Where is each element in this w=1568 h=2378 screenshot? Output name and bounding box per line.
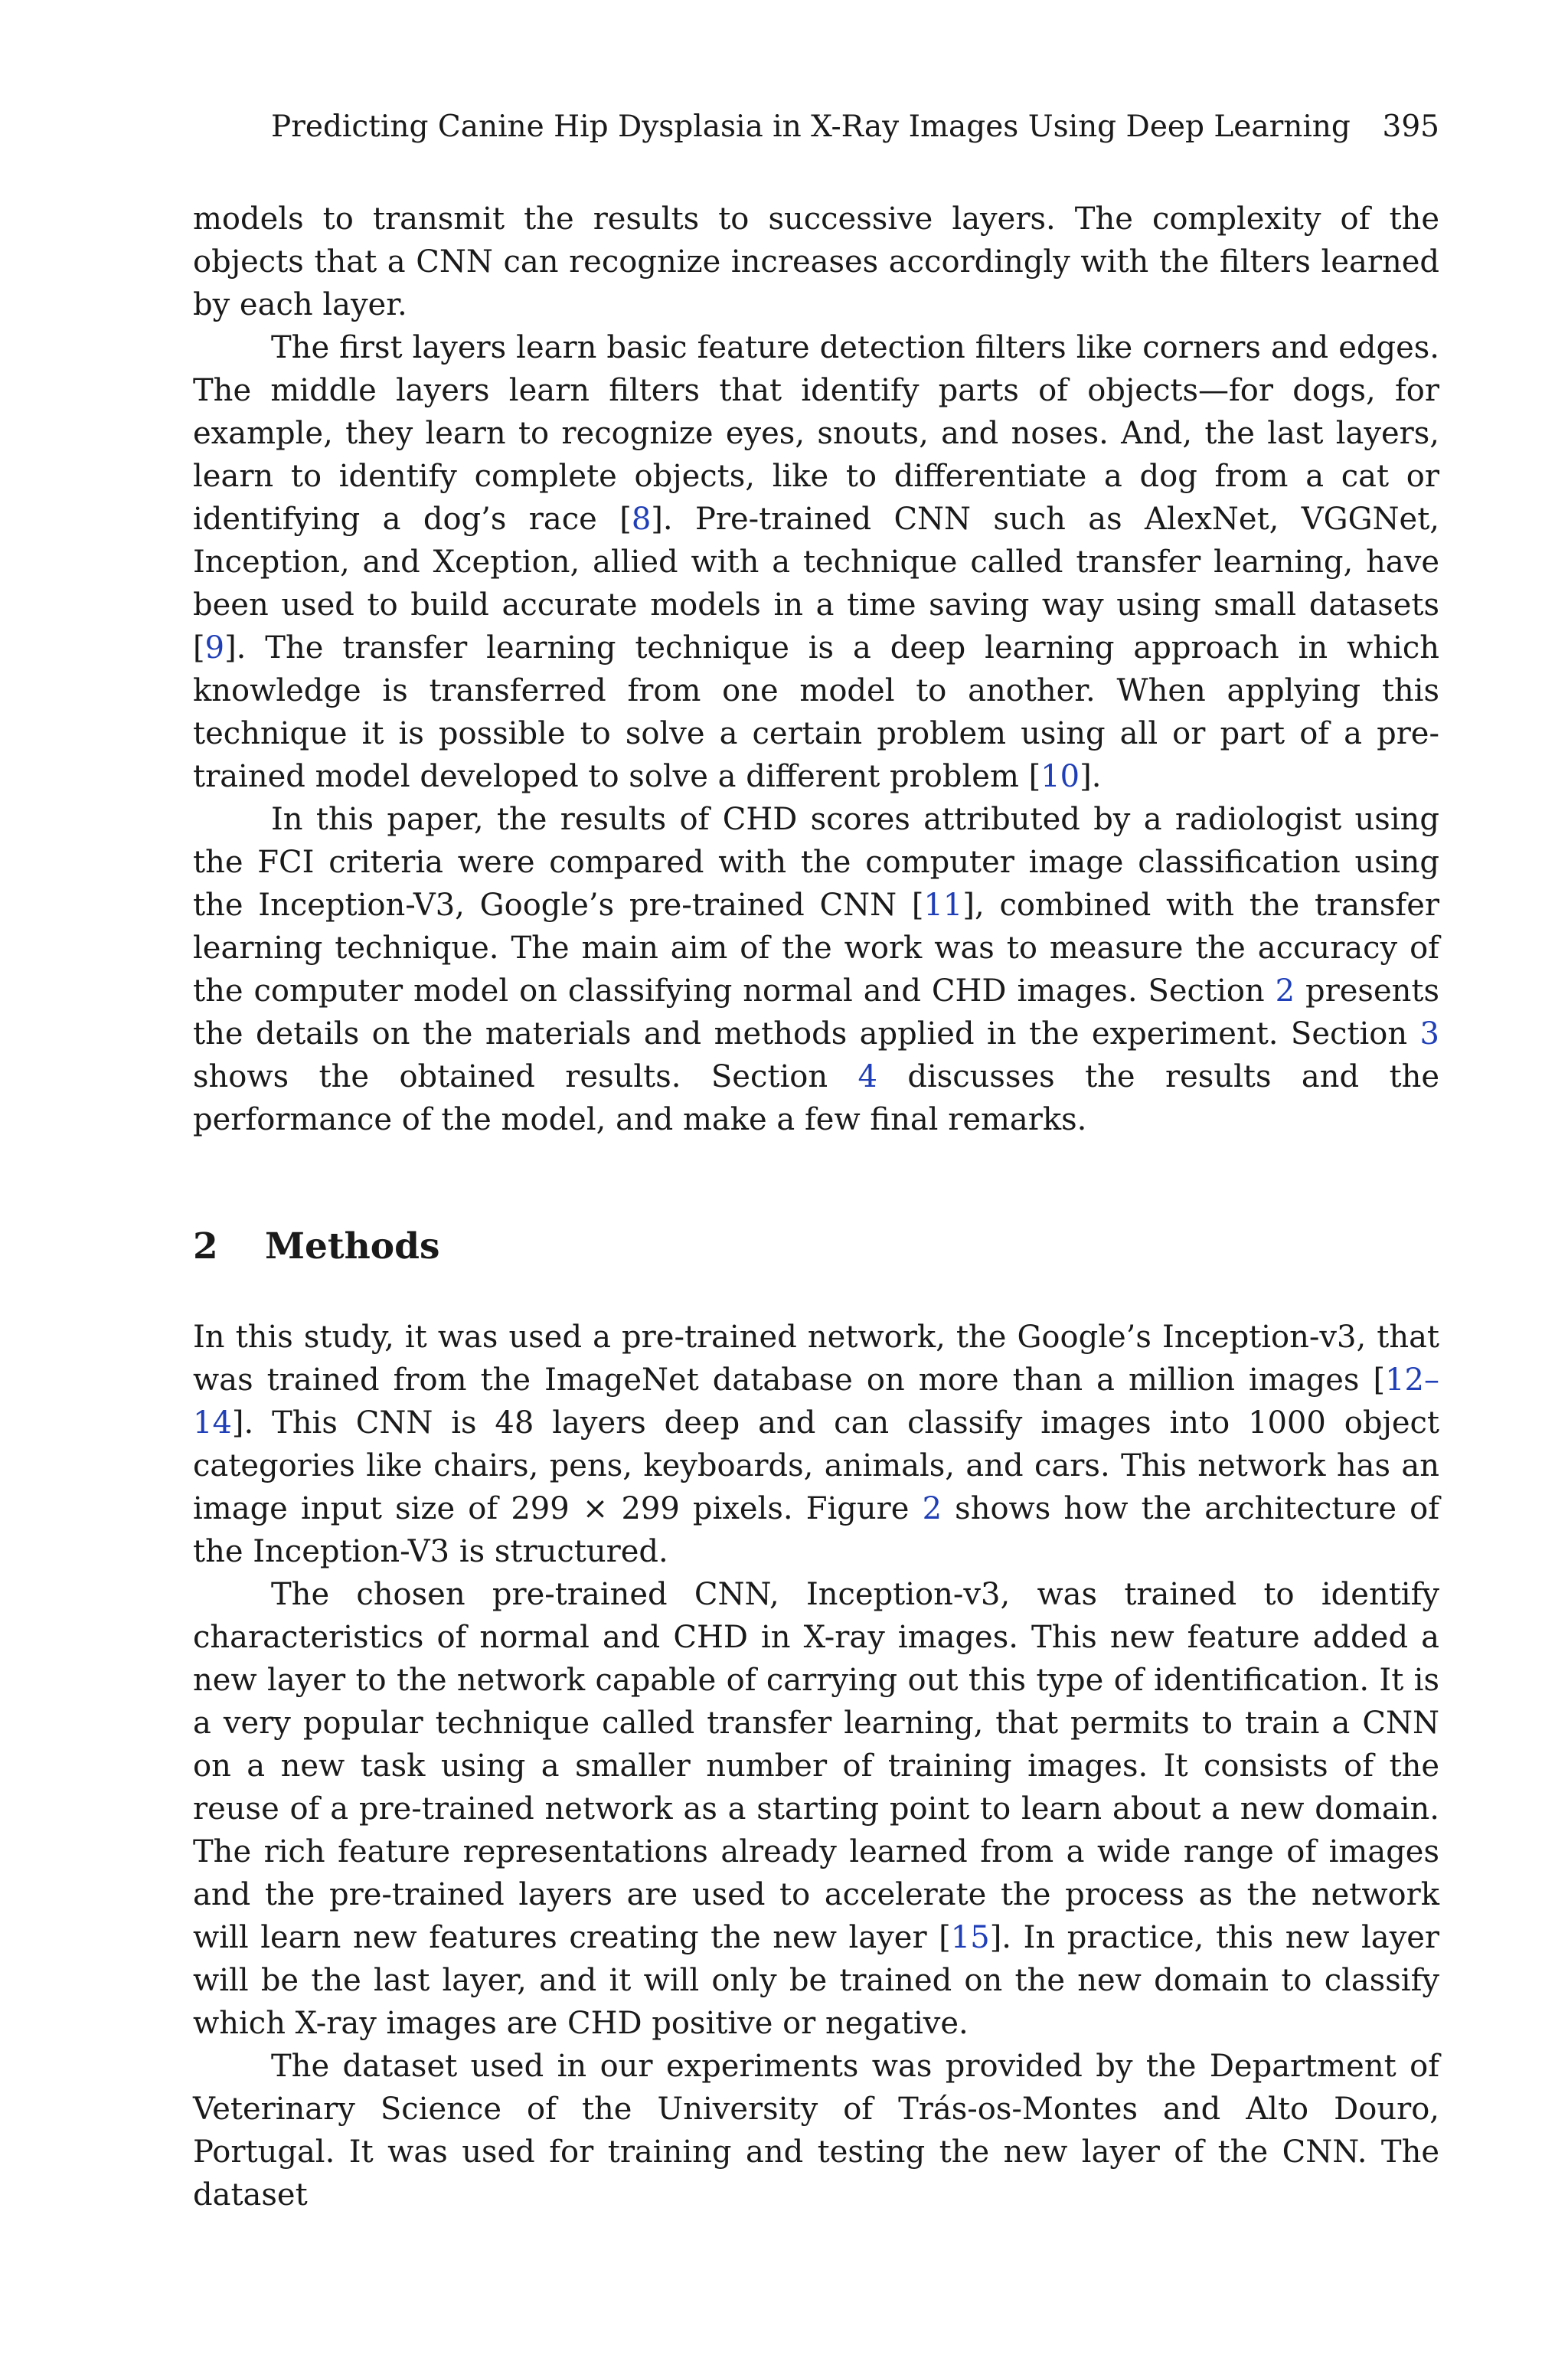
reference-link[interactable]: 2 xyxy=(1275,973,1295,1009)
section-number: 2 xyxy=(193,1225,218,1268)
paragraph-text: discusses the results and the performance of the model, and make a few final remarks. xyxy=(193,1059,1439,1137)
reference-link[interactable]: 2 xyxy=(922,1491,942,1526)
paragraph-text: models to transmit the results to successive layers. The complexity of the objects that a CNN can recognize increases accordingly with the filters learned by each layer. xyxy=(193,201,1439,322)
paragraph-text: shows how the architecture of the Inception-V3 is structured. xyxy=(193,1491,1440,1569)
paragraph-text: presents the details on the materials and methods applied in the experiment. Section xyxy=(193,973,1439,1052)
paragraph-text: shows the obtained results. Section xyxy=(193,1059,858,1094)
paragraph-text: ]. In practice, this new layer will be the last layer, and it will only be trained on the new domain to classify which X-ray images are CHD positive or negative. xyxy=(193,1920,1440,2041)
intro-paragraphs xyxy=(193,198,1439,1141)
paragraph-text: The dataset used in our experiments was provided by the Department of Veterinary Science of the University of Trás-os-Montes and Alto Douro, Portugal. It was used for training and testing the new layer of the CNN. The dataset xyxy=(193,2049,1439,2213)
paragraph-text: ], combined with the transfer learning technique. The main aim of the work was to measure the accuracy of the computer model on classifying normal and CHD images. Section xyxy=(193,888,1439,1009)
paragraph xyxy=(193,198,1439,326)
paragraph-text: In this study, it was used a pre-trained network, the Google’s Inception-v3, that was trained from the ImageNet database on more than a million images [ xyxy=(193,1320,1439,1398)
page-number: 395 xyxy=(1382,110,1439,144)
reference-link[interactable]: 8 xyxy=(631,502,652,537)
paragraph xyxy=(193,326,1439,798)
reference-link[interactable]: 11 xyxy=(923,888,963,923)
paragraph xyxy=(193,2045,1439,2216)
paragraph-text: ]. This CNN is 48 layers deep and can classify images into 1000 object categories like chairs, pens, keyboards, animals, and cars. This network has an image input size of 299 × 299 pixels. Figure xyxy=(193,1405,1439,1526)
reference-link[interactable]: 9 xyxy=(204,630,225,666)
page-body xyxy=(193,198,1439,2216)
running-header xyxy=(271,104,1439,150)
section-paragraphs xyxy=(193,1316,1439,2216)
section-title: Methods xyxy=(265,1225,440,1268)
paragraph xyxy=(193,1573,1439,2045)
paragraph-text: The first layers learn basic feature detection filters like corners and edges. The middle layers learn filters that identify parts of objects—for dogs, for example, they learn to recognize eyes, snouts, and noses. And, the last layers, learn to identify complete objects, like to differentiate a dog from a cat or identifying a dog’s race [ xyxy=(193,330,1439,537)
paragraph xyxy=(193,798,1439,1141)
reference-link[interactable]: 3 xyxy=(1419,1016,1439,1052)
paragraph-text: ]. The transfer learning technique is a deep learning approach in which knowledge is transferred from one model to another. When applying this technique it is possible to solve a certain problem using all or part of a pre-trained model developed to solve a different problem [ xyxy=(193,630,1439,794)
reference-link[interactable]: 10 xyxy=(1040,759,1080,794)
section-heading xyxy=(193,1224,1439,1270)
paragraph xyxy=(193,1316,1439,1573)
running-title: Predicting Canine Hip Dysplasia in X-Ray Images Using Deep Learning xyxy=(271,110,1351,144)
reference-link[interactable]: 4 xyxy=(858,1059,877,1094)
paragraph-text: ]. xyxy=(1080,759,1102,794)
paragraph-text: In this paper, the results of CHD scores attributed by a radiologist using the FCI criteria were compared with the computer image classification using the Inception-V3, Google’s pre-trained CNN [ xyxy=(193,802,1439,923)
reference-link[interactable]: 15 xyxy=(950,1920,990,1955)
reference-link[interactable]: 12–14 xyxy=(193,1362,1439,1441)
paragraph-text: The chosen pre-trained CNN, Inception-v3, was trained to identify characteristics of normal and CHD in X-ray images. This new feature added a new layer to the network capable of carrying out this type of identification. It is a very popular technique called transfer learning, that permits to train a CNN on a new task using a smaller number of training images. It consists of the reuse of a pre-trained network as a starting point to learn about a new domain. The rich feature representations already learned from a wide range of images and the pre-trained layers are used to accelerate the process as the network will learn new features creating the new layer [ xyxy=(193,1577,1439,1955)
paragraph-text: ]. Pre-trained CNN such as AlexNet, VGGNet, Inception, and Xception, allied with a technique called transfer learning, have been used to build accurate models in a time saving way using small datasets [ xyxy=(193,502,1440,666)
